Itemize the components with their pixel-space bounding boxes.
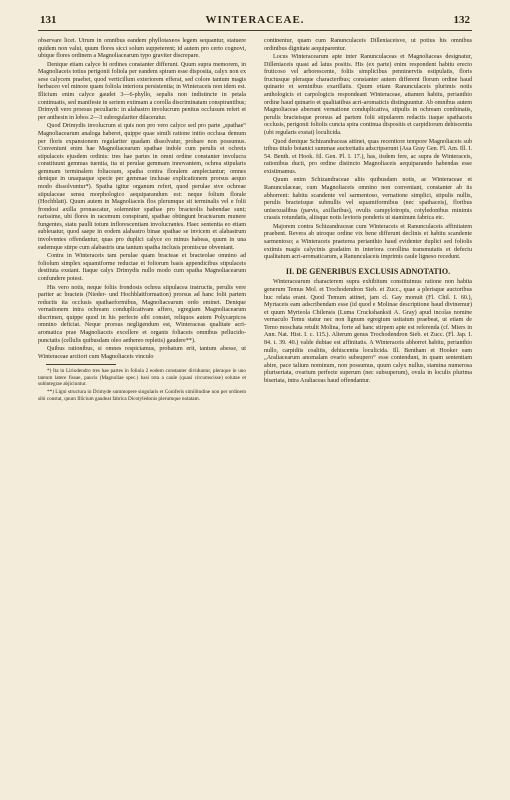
right-paragraph: continentur, quam cum Ranunculaceis Dilleniaceisve, ut potius his omnibus ordinibus dignitate aequiparentur.	[264, 38, 472, 52]
right-column	[264, 38, 472, 386]
left-paragraph: Denique etiam calyce hi ordines constanter differunt. Quum supra memorem, in Magnoliaceis totius perigonii foliola per eandem spiram esse disposita, calyx non ex sese calycem praebet, quod verticillum exteriorem efferat, sed colore tantum magis herbaceo vel minore quam foliola interiora persistentia; in Winteraceis non idem est. Illicium enim calyce gaudet 3—6-phyllo, sepalis non indistincte in petala continuatis, sed manifeste in seriem extimam a corolla discriminatam conspirantibus; Drimydi vero proesus peculiaris: in alabastro involucrum penitus occlusum refert et per anthesin in lobos 2—3 subregulariter dilaceratur.	[38, 61, 246, 121]
left-column	[38, 38, 246, 403]
running-title: WINTERACEAE.	[205, 14, 305, 26]
right-paragraph: Quum enim Schizandraceae aliis quibusdam notis, ac Winteraceae et Ranunculaceae, cum Magnoliaceis omnino non conveniant, constanter ab iis abhorrent: habitu scandente vel sarmentoso, vernatione simplici, stipulis nullis, perulis bracteisque subnullis vel squamiformibus (nec spathaceis), floribus unisexualibus (parvis, axillaribus), ovulis campylotropis, cotyledonibus minimis crassis rotundatis, aliisque notis levioris ponderis ut staminum fabrica etc.	[264, 177, 472, 222]
right-paragraph: Quod denique Schizandraceas attinet, quas recentiore tempore Magnoliaceis sub tribus titulo botanici summae auctoritatis adscripserunt (Asa Gray Gen. Fl. Am. Ill. I. 54. Benth. et Hook. fil. Gen. Pl. I. 17.), has, iisdem fere, ac supra de Winteraceis, rationibus ducti, pro ordine distincto Magnoliaceis aequiparando habendas esse existimamus.	[264, 138, 472, 175]
left-paragraph: His vero notis, neque foliis frondosis ochrea stipulacea instructis, perulis vere pariter ac bracteis (Nieder- und Hochblattformation) prorsus ad hanc folii partem reductis ita occlusis spathaeformibus, Magnoliacearum ordo eminet. Denique vernationem intra ochream conduplicativam affero, egregiam Magnoliacearum discrimen, quippe quod in his perfecte sibi constet, reliquos autem Polycarpicos omnino deficiat. Neque prorsus negligendum est, Winteraceas qualitate acri-aromatica prae Magnoliaceis excellere et organis foliaceis omnibus pellucido-punctatis (cellulis quibusdam oleo aethereo repletis) gaudere**).	[38, 284, 246, 344]
page-number-right: 132	[453, 14, 470, 26]
footnote-separator	[46, 364, 116, 365]
right-paragraph: Majorem contra Schizandraceae cum Winteraceis et Ranunculaceis affinitatem praebent. Revera ab utroque ordine vix bene differunt declinis et habitu scandente sarmentoso; a Winteraceis praeterea perianthio haud evidenter duplici sed foliolis extimis magis calycinis gradatim in interiora corollina transmutatis et defectu qualitatum acri-aromaticarum, a Ranunculaceis imprimis caule ligneso recedunt.	[264, 223, 472, 261]
left-paragraph: Quod Drimydis involucrum si quis non pro vero calyce sed pro parte „spathae“ Magnoliacearum analoga haberet, quippe quae simili ratione initio occlusa demum per floris expansionem regulariter quadam dissolvatur, probare non possumus. Conveniunt enim hae Magnoliacearum spathae indole cum perulis et ochreis stipulaceis ejusdem ordinis: tres hae partes in omni ordine constanter involucra constituunt gemmas tuentia, ita ut perulae gemmam innovantem, ochrea stipularis gemmam terminalem foliaceam, spatha contra floralem amplectantur; omnes denique in unaquaque specie per gemmae inclusae explicationem prorsus aequo modo dissolvuntur*). Spatha igitur organum refert, quod perulae sive ochreae stipulaceae sensu morphologico aequiparandum est: neque folium florale (Hochblatt). Quum autem in Magnoliaceis flos plerumque sit terminalis vel e folii frondosi axilla pronascatur, solemniter spathae pro bracteolis habendae sunt; rarissime, ubi flores in racemum conspirant, spathae obtingunt bractearum munere fungentes, statu paulli totum inflorescentiam involucrantes. Haec sententia eo etiam subleuatur, quod saepe in eodem alabastro binae spathae se invicem et alabastrum involventes offendantur, quas pro duplici calyce eo minus habeas, quum in una eademque stirpe cum alabastris una tantum spatha inclusis promiscue obveniant.	[38, 123, 246, 251]
left-paragraph: observare licet. Utrum in omnibus eandem phyllotaxeos legem sequantur, statuere quidem non valui, quum flores sicci solum suppeterent; id autem pro certo cognovi, ubique flores ordinem a Magnoliacearum typo graviter discrepare.	[38, 38, 246, 60]
page-number-left: 131	[40, 14, 57, 26]
running-header	[38, 14, 472, 31]
section-heading: II. DE GENERIBUS EXCLUSIS ADNOTATIO.	[285, 266, 451, 276]
footnote: **) Ligni structura in Drimyde summopere singularis et Coniferis similitudine non per ordinem sibi constat, quum Illicium gaudeat fabrica Dicotyledonis plerumque notatam.	[38, 389, 246, 402]
left-paragraph: Quibus rationibus, si omnes respiciamus, probatum erit, tantum abesse, ut Winteraceae arctiori cum Magnoliaceis vinculo	[38, 346, 246, 360]
right-paragraph: Locus Winteracearum apte inter Ranunculaceas et Magnoliaceas designatur, Dilleniaceis quasi ad latus positis. His (ex parte) enim respondent habitu erecto fruticoso vel arborescente, foliis simplicibus penninerviis estipulatis, floris fructusque pleraque characteribus; constanter autem different florum ordine haud quinario et seminibus exarillatis. Quum etiam Ranunculaceis plurimis notis anthologicis et carpologicis respondeant Winteraceae, attamen habitu, perianthio ordine haud quinario et qualitatibus acri-aromaticis distinguuntur. Ab omnibus autem Magnoliaceae aberrant vernatione conduplicativa, stipulis in ochream combinatis, perulis bracteisque prorsus ad partem folii stipularem redactis itaque spathaceis occlusis, perigonii foliolis cuncta spira continua dispositis et carpidiorum dehiscentia (ubi regularis exstat) loculicida.	[264, 54, 472, 136]
footnote: *) Ita in Liriodendro tres hae partes in foliola 2 eodem constanter dividuntur, pleraque in uno tantum latere fissae, paucis (Magnoliae spec.) basi tota a caule (quasi circumscisse) solutae et subintegrae abjiciuntur.	[38, 368, 246, 388]
right-paragraph: Winteracearum characterem supra exhibitum constituimus ratione non habita generum Temus Mol. et Trochodendron Sieb. et Zucc., quae a plerisque auctoribus huc relata erant. Quod Temum attinet, jam cl. Gay monuit (Fl. Chil. I. 60.), Myrtaceis eam adscribendam esse (id quod e Molinae descriptione haud divinemur) et quum Myrteola Chilensis (Luma Cruckshanksii A. Gray) apud incolas nomine vernaculo Temu statur nec non lignum egregium usitatum praebeat, ut etiam de Temo moschata retulit Molina, forte ad hanc stirpem apte est referenda (cf. Miers in Ann. Nat. Hist. I. c. 115.). Alterum genus Trochodendron Sieb. et Zucc. (Fl. Jap. I. 84. t. 39. 40.) valde dubiae est affinitatis. A Winteraceis abhorret habitu, perianthio nullo, carpidiis coalitis, dehiscentia loculicida. Ill. Bentham et Hooker eam „Araliacearum anomalam ovario subsupero“ esse contendunt, in quam sententiam abire, pace talium nominum, non possumus, quum calyx nullus, stamina numerosa pluriseriata, ovarium perfecte superum (nec subsuperum), ovula in loculis plurima biseriata, intra Araliaceas haud offendantur.	[264, 279, 472, 384]
left-paragraph: Contra in Winteraceis tam perulae quam bracteae et bracteolae omnino ad foliolum simplex squamiforme reductae et foliorum basis appendicibus stipulaceis destituta exstant. Itaque calyx Drimydis nullo modo cum spatha Magnoliacearum confundere potest.	[38, 253, 246, 282]
